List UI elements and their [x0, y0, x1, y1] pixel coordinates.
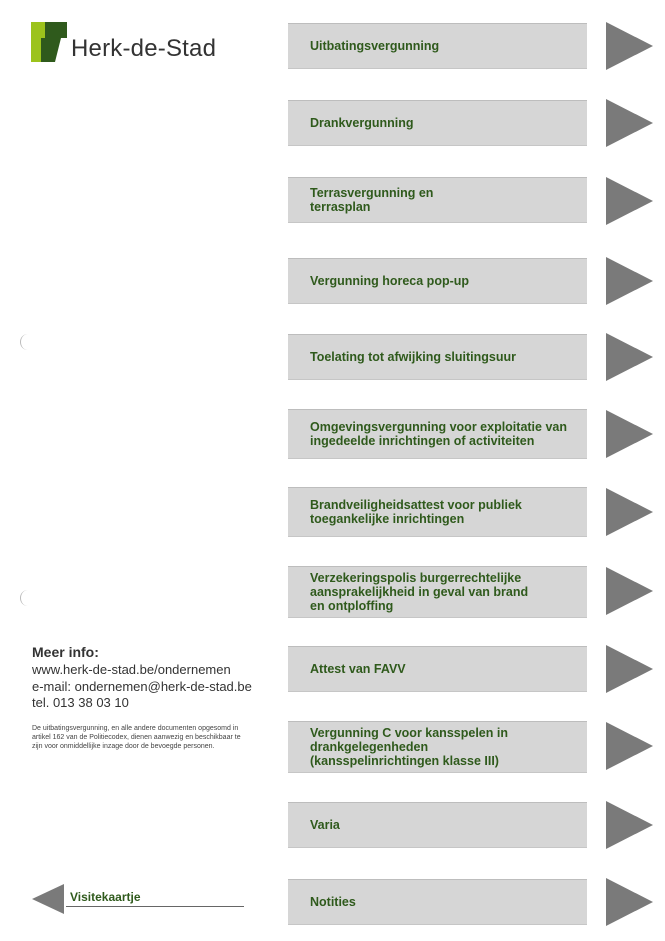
tab-brandveiligheidsattest[interactable] — [288, 487, 587, 537]
tab-label: Toelating tot afwijking sluitingsuur — [310, 350, 517, 364]
arrow-right-icon[interactable] — [606, 801, 653, 849]
tab-vergunning-c-kansspelen[interactable] — [288, 721, 587, 773]
tab-label: Terrasvergunning en terrasplan — [310, 186, 434, 214]
legal-note: De uitbatingsvergunning, en alle andere documenten opgesomd in artikel 162 van de Politiecodex, dienen aanwezig en beschikbaar te zijn voor onmiddellijke inzage door de bevoegde personen. — [32, 724, 241, 750]
tab-notities[interactable] — [288, 879, 587, 925]
tab-vergunning-horeca-pop-up[interactable] — [288, 258, 587, 304]
visitekaartje-line — [66, 906, 244, 907]
arrow-right-icon[interactable] — [606, 645, 653, 693]
visitekaartje-label[interactable]: Visitekaartje — [70, 890, 141, 904]
arrow-right-icon[interactable] — [606, 722, 653, 770]
contact-info — [32, 644, 272, 751]
arrow-left-icon[interactable] — [32, 884, 64, 914]
tab-drankvergunning[interactable] — [288, 100, 587, 146]
arrow-right-icon[interactable] — [606, 99, 653, 147]
tab-label: Verzekeringspolis burgerrechtelijke aansprakelijkheid in geval van brand en ontploffing — [310, 571, 529, 613]
tab-terrasvergunning[interactable] — [288, 177, 587, 223]
tab-label: Varia — [310, 818, 340, 832]
arrow-right-icon[interactable] — [606, 488, 653, 536]
tab-label: Brandveiligheidsattest voor publiek toegankelijke inrichtingen — [310, 498, 522, 526]
tab-attest-favv[interactable] — [288, 646, 587, 692]
website-link[interactable]: www.herk-de-stad.be/ondernemen — [32, 662, 231, 677]
phone-number: tel. 013 38 03 10 — [32, 695, 129, 710]
tab-label: Vergunning C voor kansspelen in drankgelegenheden (kansspelinrichtingen klasse III) — [310, 726, 508, 768]
tab-verzekeringspolis[interactable] — [288, 566, 587, 618]
tab-label: Notities — [310, 895, 356, 909]
arrow-right-icon[interactable] — [606, 878, 653, 926]
logo-text: Herk-de-Stad — [71, 35, 217, 62]
herk-de-stad-logo — [31, 22, 216, 62]
email-link[interactable]: e-mail: ondernemen@herk-de-stad.be — [32, 678, 252, 694]
tab-omgevingsvergunning[interactable] — [288, 409, 587, 459]
punch-hole — [20, 334, 35, 350]
arrow-right-icon[interactable] — [606, 177, 653, 225]
arrow-right-icon[interactable] — [606, 333, 653, 381]
arrow-right-icon[interactable] — [606, 257, 653, 305]
info-title: Meer info: — [32, 644, 99, 660]
tab-label: Vergunning horeca pop-up — [310, 274, 470, 288]
tab-toelating-sluitingsuur[interactable] — [288, 334, 587, 380]
arrow-right-icon[interactable] — [606, 410, 653, 458]
punch-hole — [20, 590, 35, 606]
tab-uitbatingsvergunning[interactable] — [288, 23, 587, 69]
tab-label: Omgevingsvergunning voor exploitatie van ingedeelde inrichtingen of activiteiten — [310, 420, 567, 448]
tab-label: Drankvergunning — [310, 116, 414, 130]
tab-label: Uitbatingsvergunning — [310, 39, 440, 53]
arrow-right-icon[interactable] — [606, 22, 653, 70]
arrow-right-icon[interactable] — [606, 567, 653, 615]
tab-label: Attest van FAVV — [310, 662, 406, 676]
logo-mark-icon — [31, 22, 67, 62]
tab-varia[interactable] — [288, 802, 587, 848]
